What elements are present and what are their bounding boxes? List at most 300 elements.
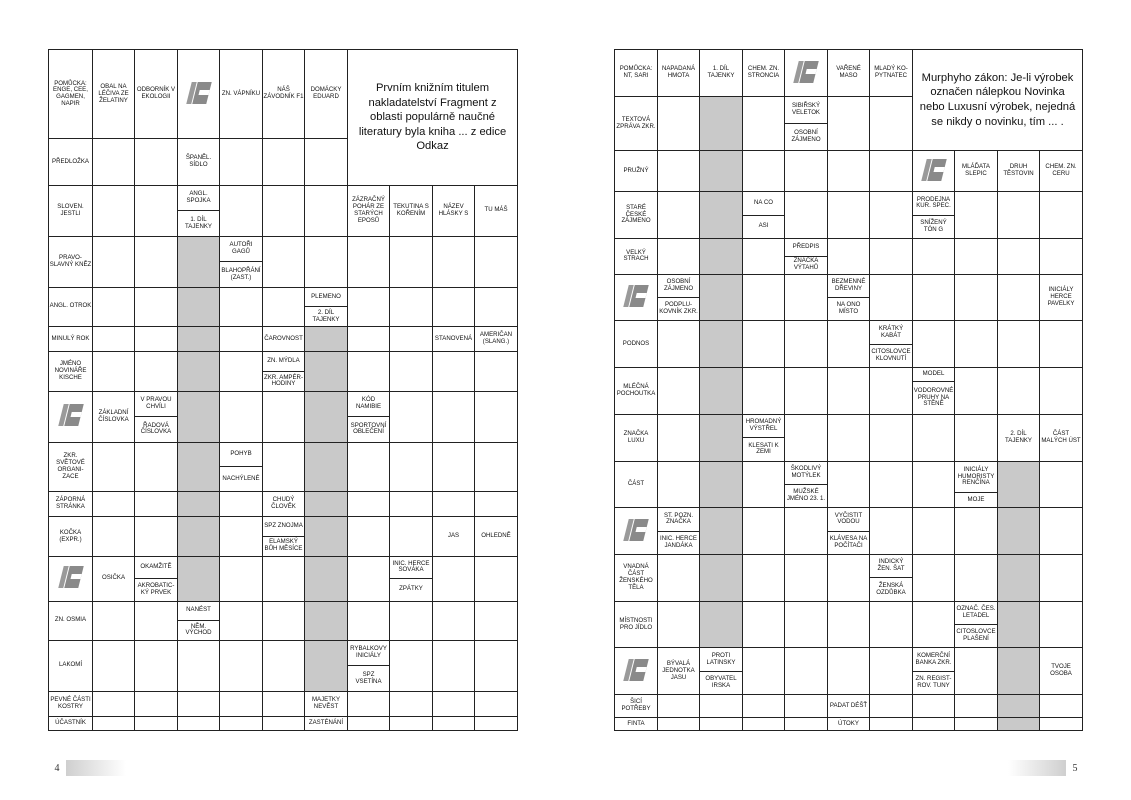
shaded-cell[interactable] [700, 97, 743, 151]
answer-cell[interactable] [348, 352, 390, 391]
answer-cell[interactable] [828, 554, 870, 601]
answer-cell[interactable] [390, 717, 433, 731]
answer-cell[interactable] [1040, 695, 1083, 718]
answer-cell[interactable] [93, 717, 135, 731]
clue-text: OSOBNÍ ZÁJMENO [791, 129, 821, 144]
answer-cell[interactable] [955, 414, 998, 461]
clue-text: PŘEDPIS [785, 239, 827, 257]
answer-cell[interactable] [348, 491, 390, 517]
answer-cell[interactable] [870, 151, 913, 192]
answer-cell[interactable] [828, 151, 870, 192]
answer-cell[interactable] [433, 442, 475, 491]
answer-cell[interactable] [93, 640, 135, 691]
answer-cell[interactable] [433, 640, 475, 691]
answer-cell[interactable] [870, 601, 913, 648]
answer-cell[interactable] [135, 442, 178, 491]
answer-cell[interactable] [785, 718, 828, 731]
answer-cell[interactable] [135, 185, 178, 236]
shaded-cell[interactable] [700, 368, 743, 415]
shaded-cell[interactable] [178, 287, 220, 326]
answer-cell[interactable] [348, 556, 390, 601]
answer-cell[interactable] [913, 508, 955, 555]
publisher-logo [615, 508, 658, 555]
answer-cell[interactable] [913, 414, 955, 461]
answer-cell[interactable] [828, 192, 870, 239]
publisher-logo [913, 151, 955, 192]
row-clue: ZÁPORNÁ STRÁNKA [49, 491, 93, 517]
answer-cell[interactable] [135, 517, 178, 556]
shaded-cell[interactable] [998, 461, 1040, 508]
shaded-cell[interactable] [305, 352, 348, 391]
answer-cell[interactable] [870, 648, 913, 695]
answer-cell[interactable] [870, 274, 913, 321]
clue-text: NA ONO MÍSTO [836, 301, 861, 316]
answer-cell[interactable] [263, 391, 305, 442]
shaded-cell[interactable] [998, 601, 1040, 648]
answer-cell[interactable] [220, 601, 263, 640]
answer-cell[interactable] [1040, 192, 1083, 239]
answer-cell[interactable] [263, 139, 305, 185]
answer-cell[interactable] [785, 508, 828, 555]
answer-cell[interactable] [475, 236, 518, 287]
shaded-cell[interactable] [700, 554, 743, 601]
answer-cell[interactable] [93, 326, 135, 352]
answer-cell[interactable] [475, 287, 518, 326]
answer-cell[interactable] [390, 517, 433, 556]
answer-cell[interactable] [913, 718, 955, 731]
answer-cell[interactable] [305, 185, 348, 236]
answer-cell[interactable] [93, 491, 135, 517]
answer-cell[interactable] [263, 287, 305, 326]
answer-cell[interactable] [913, 274, 955, 321]
clue-cell-split [348, 391, 390, 442]
shaded-cell[interactable] [178, 391, 220, 442]
clue-cell: MLÁĎATA SLEPIC [955, 151, 998, 192]
shaded-cell[interactable] [700, 508, 743, 555]
answer-cell[interactable] [955, 192, 998, 239]
answer-cell[interactable] [93, 185, 135, 236]
clue-text: BEZMENNÉ DŘEVINY [828, 275, 869, 298]
answer-cell[interactable] [263, 640, 305, 691]
answer-cell[interactable] [870, 414, 913, 461]
answer-cell[interactable] [785, 368, 828, 415]
answer-cell[interactable] [263, 236, 305, 287]
answer-cell[interactable] [785, 695, 828, 718]
answer-cell[interactable] [998, 321, 1040, 368]
answer-cell[interactable] [870, 508, 913, 555]
answer-cell[interactable] [220, 139, 263, 185]
clue-cell-split [348, 640, 390, 691]
answer-cell[interactable] [390, 491, 433, 517]
shaded-cell[interactable] [700, 238, 743, 274]
answer-cell[interactable] [955, 508, 998, 555]
answer-cell[interactable] [475, 556, 518, 601]
answer-cell[interactable] [390, 640, 433, 691]
clue-cell: CHUDÝ ČLOVĚK [263, 491, 305, 517]
answer-cell[interactable] [263, 717, 305, 731]
answer-cell[interactable] [913, 238, 955, 274]
answer-cell[interactable] [263, 185, 305, 236]
answer-cell[interactable] [1040, 601, 1083, 648]
answer-cell[interactable] [743, 321, 785, 368]
shaded-cell[interactable] [178, 517, 220, 556]
answer-cell[interactable] [93, 236, 135, 287]
shaded-cell[interactable] [178, 491, 220, 517]
answer-cell[interactable] [743, 151, 785, 192]
answer-cell[interactable] [658, 461, 700, 508]
answer-cell[interactable] [785, 274, 828, 321]
answer-cell[interactable] [785, 554, 828, 601]
answer-cell[interactable] [955, 274, 998, 321]
shaded-cell[interactable] [700, 151, 743, 192]
clue-text: ZPÁTKY [399, 585, 423, 593]
clue-text: BLAHOPŘÁNÍ (ZAST.) [221, 266, 261, 281]
answer-cell[interactable] [870, 461, 913, 508]
answer-cell[interactable] [135, 691, 178, 717]
answer-cell[interactable] [220, 556, 263, 601]
shaded-cell[interactable] [700, 601, 743, 648]
answer-cell[interactable] [955, 321, 998, 368]
answer-cell[interactable] [390, 287, 433, 326]
answer-cell[interactable] [433, 352, 475, 391]
answer-cell[interactable] [955, 368, 998, 415]
shaded-cell[interactable] [305, 556, 348, 601]
answer-cell[interactable] [870, 368, 913, 415]
answer-cell[interactable] [955, 718, 998, 731]
clue-text: NANÉST [178, 602, 219, 622]
answer-cell[interactable] [475, 391, 518, 442]
answer-cell[interactable] [913, 321, 955, 368]
answer-cell[interactable] [743, 508, 785, 555]
answer-cell[interactable] [913, 554, 955, 601]
clue-cell: TEKUTINA S KOŘENÍM [390, 185, 433, 236]
answer-cell[interactable] [220, 491, 263, 517]
row-clue: ANGL. OTROK [49, 287, 93, 326]
shaded-cell[interactable] [998, 554, 1040, 601]
row-clue: MLÉČNÁ POCHOUTKA [615, 368, 658, 415]
answer-cell[interactable] [870, 238, 913, 274]
answer-cell[interactable] [870, 718, 913, 731]
answer-cell[interactable] [135, 352, 178, 391]
shaded-cell[interactable] [305, 442, 348, 491]
clue-cell-split [913, 648, 955, 695]
row-clue: ZNAČKA LUXU [615, 414, 658, 461]
clue-text: V PRAVOU CHVÍLI [135, 392, 177, 418]
clue-text: RYBALKOVY INICIÁLY [348, 641, 389, 667]
answer-cell[interactable] [178, 691, 220, 717]
shaded-cell[interactable] [178, 556, 220, 601]
answer-cell[interactable] [1040, 718, 1083, 731]
clue-text: MOJE [967, 495, 985, 503]
answer-cell[interactable] [828, 368, 870, 415]
puzzle-title: Prvním knižním titulem nakladatelství Fragment z oblasti populárně naučné literatury byla kniha ... z edice Odkaz [348, 50, 518, 186]
row-clue: SLOVEN. JESTLI [49, 185, 93, 236]
fragment-logo-icon [626, 285, 646, 307]
shaded-cell[interactable] [700, 274, 743, 321]
clue-text: 1. DÍL TAJENKY [185, 215, 212, 230]
answer-cell[interactable] [135, 326, 178, 352]
answer-cell[interactable] [785, 648, 828, 695]
clue-text: MODEL [913, 368, 954, 382]
answer-cell[interactable] [785, 192, 828, 239]
answer-cell[interactable] [658, 368, 700, 415]
shaded-cell[interactable] [700, 414, 743, 461]
answer-cell[interactable] [475, 640, 518, 691]
answer-cell[interactable] [700, 718, 743, 731]
clue-text: OBYVATEL IRSKA [705, 675, 737, 689]
answer-cell[interactable] [220, 185, 263, 236]
shaded-cell[interactable] [700, 321, 743, 368]
answer-cell[interactable] [913, 461, 955, 508]
answer-cell[interactable] [263, 556, 305, 601]
answer-cell[interactable] [263, 442, 305, 491]
answer-cell[interactable] [135, 139, 178, 185]
answer-cell[interactable] [785, 321, 828, 368]
clue-cell-split [135, 556, 178, 601]
answer-cell[interactable] [475, 691, 518, 717]
clue-text: PRODEJNA KUR. SPEC. [913, 192, 954, 215]
answer-cell[interactable] [433, 601, 475, 640]
clue-cell: ODBORNÍK V EKOLOGII [135, 50, 178, 139]
answer-cell[interactable] [743, 238, 785, 274]
answer-cell[interactable] [998, 368, 1040, 415]
answer-cell[interactable] [135, 287, 178, 326]
answer-cell[interactable] [828, 601, 870, 648]
answer-cell[interactable] [390, 352, 433, 391]
answer-cell[interactable] [785, 151, 828, 192]
shaded-cell[interactable] [700, 192, 743, 239]
row-clue: PODNOS [615, 321, 658, 368]
answer-cell[interactable] [390, 601, 433, 640]
answer-cell[interactable] [828, 97, 870, 151]
answer-cell[interactable] [1040, 368, 1083, 415]
shaded-cell[interactable] [998, 695, 1040, 718]
answer-cell[interactable] [743, 554, 785, 601]
answer-cell[interactable] [348, 717, 390, 731]
answer-cell[interactable] [870, 97, 913, 151]
answer-cell[interactable] [475, 601, 518, 640]
answer-cell[interactable] [1040, 238, 1083, 274]
answer-cell[interactable] [658, 321, 700, 368]
answer-cell[interactable] [743, 695, 785, 718]
answer-cell[interactable] [348, 601, 390, 640]
answer-cell[interactable] [870, 695, 913, 718]
answer-cell[interactable] [93, 287, 135, 326]
shaded-cell[interactable] [305, 326, 348, 352]
answer-cell[interactable] [828, 414, 870, 461]
answer-cell[interactable] [390, 236, 433, 287]
answer-cell[interactable] [1040, 554, 1083, 601]
answer-cell[interactable] [743, 601, 785, 648]
clue-text: VYČISTIT VODOU [828, 508, 869, 531]
answer-cell[interactable] [870, 192, 913, 239]
answer-cell[interactable] [785, 601, 828, 648]
answer-cell[interactable] [348, 236, 390, 287]
answer-cell[interactable] [93, 517, 135, 556]
answer-cell[interactable] [828, 238, 870, 274]
answer-cell[interactable] [135, 601, 178, 640]
answer-cell[interactable] [220, 717, 263, 731]
answer-cell[interactable] [658, 151, 700, 192]
shaded-cell[interactable] [305, 601, 348, 640]
answer-cell[interactable] [93, 691, 135, 717]
page-number-right: 5 [1072, 762, 1078, 774]
fragment-logo-icon [796, 61, 816, 83]
answer-cell[interactable] [998, 192, 1040, 239]
clue-cell-split [913, 192, 955, 239]
answer-cell[interactable] [263, 691, 305, 717]
shaded-cell[interactable] [998, 648, 1040, 695]
answer-cell[interactable] [828, 461, 870, 508]
answer-cell[interactable] [348, 326, 390, 352]
answer-cell[interactable] [743, 97, 785, 151]
answer-cell[interactable] [135, 717, 178, 731]
clue-text: ŠKODLIVÝ MOTÝLEK [785, 462, 827, 485]
shaded-cell[interactable] [178, 236, 220, 287]
answer-cell[interactable] [743, 368, 785, 415]
answer-cell[interactable] [743, 274, 785, 321]
clue-text: ST. POZN. ZNAČKA [658, 508, 699, 531]
answer-cell[interactable] [178, 717, 220, 731]
answer-cell[interactable] [220, 517, 263, 556]
shaded-cell[interactable] [178, 326, 220, 352]
answer-cell[interactable] [1040, 508, 1083, 555]
answer-cell[interactable] [658, 695, 700, 718]
answer-cell[interactable] [828, 648, 870, 695]
clue-text: PODPLU- KOVNÍK ZKR. [659, 301, 698, 316]
answer-cell[interactable] [433, 556, 475, 601]
answer-cell[interactable] [348, 442, 390, 491]
answer-cell[interactable] [475, 491, 518, 517]
answer-cell[interactable] [220, 287, 263, 326]
answer-cell[interactable] [743, 718, 785, 731]
answer-cell[interactable] [1040, 461, 1083, 508]
clue-cell: VAŘENÉ MASO [828, 50, 870, 97]
answer-cell[interactable] [135, 491, 178, 517]
answer-cell[interactable] [93, 139, 135, 185]
answer-cell[interactable] [785, 414, 828, 461]
answer-cell[interactable] [390, 326, 433, 352]
publisher-logo [785, 50, 828, 97]
answer-cell[interactable] [475, 717, 518, 731]
answer-cell[interactable] [475, 352, 518, 391]
answer-cell[interactable] [220, 326, 263, 352]
shaded-cell[interactable] [998, 508, 1040, 555]
answer-cell[interactable] [658, 414, 700, 461]
answer-cell[interactable] [433, 491, 475, 517]
shaded-cell[interactable] [178, 442, 220, 491]
row-clue: ZN. OSMIA [49, 601, 93, 640]
answer-cell[interactable] [743, 461, 785, 508]
clue-text: SPORTOVNÍ OBLEČENÍ [350, 421, 387, 436]
clue-cell: OBAL NA LÉČIVA ZE ŽELATINY [93, 50, 135, 139]
answer-cell[interactable] [390, 442, 433, 491]
answer-cell[interactable] [955, 238, 998, 274]
clue-text: ZN. MÝDLA [263, 352, 304, 372]
answer-cell[interactable] [433, 391, 475, 442]
clue-text: SNÍŽENÝ TÓN G [920, 218, 947, 233]
answer-cell[interactable] [220, 391, 263, 442]
answer-cell[interactable] [658, 601, 700, 648]
clue-text: SPZ VSETÍNA [355, 670, 382, 685]
shaded-cell[interactable] [305, 391, 348, 442]
answer-cell[interactable] [913, 695, 955, 718]
shaded-cell[interactable] [305, 491, 348, 517]
answer-cell[interactable] [305, 236, 348, 287]
clue-cell-split [955, 601, 998, 648]
shaded-cell[interactable] [305, 640, 348, 691]
answer-cell[interactable] [178, 640, 220, 691]
answer-cell[interactable] [348, 517, 390, 556]
answer-cell[interactable] [390, 391, 433, 442]
answer-cell[interactable] [955, 648, 998, 695]
answer-cell[interactable] [433, 287, 475, 326]
clue-cell-split [785, 461, 828, 508]
shaded-cell[interactable] [178, 352, 220, 391]
fragment-logo-icon [61, 566, 81, 588]
clue-cell: ČÁST MALÝCH ÚST [1040, 414, 1083, 461]
answer-cell[interactable] [658, 554, 700, 601]
answer-cell[interactable] [93, 601, 135, 640]
answer-cell[interactable] [658, 718, 700, 731]
answer-cell[interactable] [93, 442, 135, 491]
answer-cell[interactable] [955, 695, 998, 718]
clue-cell-split [785, 97, 828, 151]
answer-cell[interactable] [998, 238, 1040, 274]
answer-cell[interactable] [220, 691, 263, 717]
answer-cell[interactable] [913, 601, 955, 648]
clue-text: POHYB [220, 443, 262, 468]
answer-cell[interactable] [348, 691, 390, 717]
answer-cell[interactable] [658, 97, 700, 151]
shaded-cell[interactable] [700, 461, 743, 508]
clue-cell: OSIČKA [93, 556, 135, 601]
answer-cell[interactable] [955, 554, 998, 601]
answer-cell[interactable] [998, 274, 1040, 321]
clue-cell: NÁŠ ZÁVODNÍK F1 [263, 50, 305, 139]
answer-cell[interactable] [135, 640, 178, 691]
answer-cell[interactable] [475, 442, 518, 491]
answer-cell[interactable] [658, 192, 700, 239]
answer-cell[interactable] [433, 717, 475, 731]
answer-cell[interactable] [220, 640, 263, 691]
answer-cell[interactable] [1040, 321, 1083, 368]
clue-cell-split [870, 321, 913, 368]
answer-cell[interactable] [390, 691, 433, 717]
clue-text: OSOBNÍ ZÁJMENO [658, 275, 699, 298]
clue-cell: NÁZEV HLÁSKY S [433, 185, 475, 236]
clue-cell: OHLEDNĚ [475, 517, 518, 556]
clue-cell: STANOVENÁ [433, 326, 475, 352]
clue-cell-split [658, 274, 700, 321]
answer-cell[interactable] [828, 321, 870, 368]
answer-cell[interactable] [433, 691, 475, 717]
answer-cell[interactable] [743, 648, 785, 695]
answer-cell[interactable] [263, 601, 305, 640]
answer-cell[interactable] [135, 236, 178, 287]
row-clue: JMÉNO NOVINÁŘE KISCHE [49, 352, 93, 391]
answer-cell[interactable] [305, 139, 348, 185]
answer-cell[interactable] [433, 236, 475, 287]
answer-cell[interactable] [93, 352, 135, 391]
shaded-cell[interactable] [998, 718, 1040, 731]
answer-cell[interactable] [658, 238, 700, 274]
answer-cell[interactable] [348, 287, 390, 326]
shaded-cell[interactable] [305, 517, 348, 556]
row-clue: ÚČASTNÍK [49, 717, 93, 731]
answer-cell[interactable] [220, 352, 263, 391]
answer-cell[interactable] [700, 695, 743, 718]
